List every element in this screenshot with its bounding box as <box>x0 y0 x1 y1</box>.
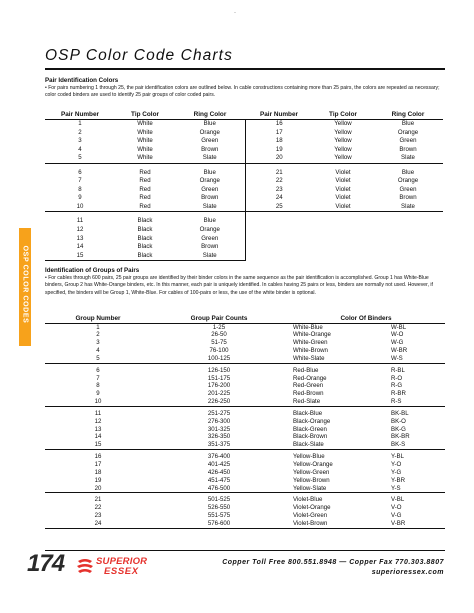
pair-section-heading: Pair Identification Colors <box>45 77 119 84</box>
group-cell: 5 <box>45 355 151 363</box>
group-cell: V-BR <box>387 520 445 528</box>
group-row <box>45 367 445 375</box>
pair-row <box>45 177 443 186</box>
pair-cell: 8 <box>78 185 82 193</box>
pair-cell <box>313 226 373 235</box>
pair-row <box>45 146 443 155</box>
pair-table-header <box>45 110 443 120</box>
group-cell: Yellow-Orange <box>293 461 333 468</box>
side-tab <box>19 228 31 346</box>
group-col-header: Group Number <box>45 314 151 323</box>
pair-cell: Violet <box>335 177 351 185</box>
pair-section-note: • For pairs numbering 1 through 25, the pair identification colors are outlined below. In cable constructions containing more than 25 pairs, the colors are repeated as necessary; color coded binders are used to identify 25 pair groups of color coded pairs. <box>45 85 440 99</box>
group-row <box>45 339 445 347</box>
group-row <box>45 375 445 383</box>
top-mark: - <box>234 10 236 16</box>
group-col-header: Color Of Binders <box>287 314 445 323</box>
group-cell: 2 <box>96 331 100 339</box>
group-cell: Y-G <box>391 468 402 476</box>
group-cell: 26-50 <box>211 331 227 339</box>
pair-cell: 9 <box>78 194 82 202</box>
superior-essex-logo <box>76 556 166 578</box>
group-row <box>45 496 445 504</box>
pair-col-header: Pair Number <box>45 110 115 120</box>
pair-cell <box>313 243 373 252</box>
pair-cell <box>373 252 443 261</box>
pair-cell: Red <box>139 185 151 193</box>
group-section-note: • For cables through 600 pairs, 25 pair groups are identified by their binder colors in the same sequence as the pair identification is accomplished. Group 1 has White-Blue binders, Group 2 has White-Orange binders, etc. In this manner, each pair is uniquely identified. In cables having 25 pairs or less, binders are normally not used. However, if specified, the binders will be Group 1, White-Blue. For cables of 100-pairs or less, the use of the white binder is optional. <box>45 275 433 296</box>
pair-cell: 19 <box>245 146 313 155</box>
group-cell: 351-375 <box>151 441 287 449</box>
group-cell: Y-BR <box>391 476 405 484</box>
group-cell: BK-BL <box>391 409 409 417</box>
group-cell: Violet-Blue <box>293 496 323 504</box>
group-table-body <box>45 323 445 528</box>
group-cell: 13 <box>94 425 102 433</box>
pair-cell: 20 <box>245 154 313 163</box>
pair-cell <box>245 235 313 244</box>
group-table-header <box>45 314 445 323</box>
group-cell: 326-350 <box>207 433 231 441</box>
group-cell: White-Slate <box>287 355 387 363</box>
group-cell: Red-Blue <box>293 366 319 374</box>
group-cell: R-S <box>387 398 445 406</box>
pair-cell: Orange <box>199 226 220 234</box>
pair-cell <box>313 235 373 244</box>
page-title: OSP Color Code Charts <box>45 47 233 64</box>
side-tab-label: OSP COLOR CODES <box>21 245 29 324</box>
group-cell: 10 <box>45 398 151 406</box>
group-cell: Yellow-Blue <box>293 453 325 461</box>
pair-cell: Black <box>137 243 153 251</box>
pair-cell: 22 <box>245 177 313 186</box>
page-number: 174 <box>27 550 65 577</box>
group-cell: 401-425 <box>207 461 231 468</box>
group-cell: W-BR <box>391 347 408 355</box>
footer-rule <box>45 550 445 551</box>
pair-row <box>45 226 443 235</box>
group-row <box>45 426 445 434</box>
pair-cell: 23 <box>245 186 313 195</box>
group-row <box>45 477 445 485</box>
group-cell: Violet-Brown <box>287 520 387 528</box>
pair-cell: Black <box>137 234 153 242</box>
group-cell: 4 <box>96 347 100 355</box>
group-cell: 15 <box>45 441 151 449</box>
group-cell: BK-S <box>387 441 445 449</box>
pair-cell: Yellow <box>334 145 352 153</box>
pair-row <box>45 154 443 163</box>
group-cell: 12 <box>94 417 102 425</box>
pair-cell: Yellow <box>334 120 352 127</box>
group-cell: Y-BL <box>391 453 404 461</box>
pair-cell: Red <box>139 194 151 202</box>
group-cell: 21 <box>94 496 102 504</box>
group-cell: R-G <box>391 382 403 390</box>
logo-mark-icon <box>76 557 94 577</box>
pair-cell <box>245 252 313 261</box>
pair-cell: 24 <box>245 194 313 203</box>
group-cell: R-O <box>391 374 403 382</box>
group-cell: 7 <box>96 374 100 382</box>
pair-color-table <box>45 110 443 261</box>
pair-col-header: Ring Color <box>373 110 443 120</box>
pair-row <box>45 120 443 129</box>
group-cell: 201-225 <box>207 390 231 398</box>
group-cell: 24 <box>45 520 151 528</box>
pair-cell: Black <box>115 252 175 261</box>
pair-cell: 17 <box>245 129 313 138</box>
group-cell: 376-400 <box>207 453 231 461</box>
group-cell: 251-275 <box>207 409 231 417</box>
pair-cell: Slate <box>175 154 245 163</box>
pair-cell: Green <box>399 185 417 193</box>
pair-cell: Green <box>201 137 219 145</box>
pair-row <box>45 235 443 244</box>
group-row <box>45 453 445 461</box>
pair-cell: Green <box>201 185 219 193</box>
pair-cell: Green <box>201 234 219 242</box>
pair-cell <box>373 235 443 244</box>
group-cell: Black-Orange <box>293 417 331 425</box>
group-cell: V-G <box>391 512 402 520</box>
group-cell: Red-Slate <box>287 398 387 406</box>
group-cell: 151-175 <box>207 374 231 382</box>
group-cell: W-O <box>391 331 404 339</box>
group-cell: White-Orange <box>293 331 331 339</box>
pair-row <box>45 252 443 261</box>
group-cell: 126-150 <box>207 366 231 374</box>
group-cell: V-BL <box>391 496 405 504</box>
pair-col-header: Tip Color <box>115 110 175 120</box>
pair-cell: 13 <box>76 234 84 242</box>
logo-text-superior: SUPERIOR <box>96 556 148 567</box>
group-cell: Red-Orange <box>293 374 327 382</box>
pair-row <box>45 243 443 252</box>
pair-cell: Red <box>139 168 151 176</box>
group-col-header: Group Pair Counts <box>151 314 287 323</box>
pair-table-body <box>45 120 443 261</box>
pair-cell: Brown <box>201 145 219 153</box>
pair-cell: Orange <box>397 128 419 136</box>
group-row <box>45 433 445 441</box>
group-cell: 3 <box>96 339 100 347</box>
group-row <box>45 461 445 469</box>
pair-cell <box>373 217 443 226</box>
pair-col-header: Tip Color <box>313 110 373 120</box>
pair-cell: 21 <box>245 169 313 178</box>
group-binder-table <box>45 314 445 529</box>
pair-cell: Blue <box>203 217 216 225</box>
group-cell: 100-125 <box>151 355 287 363</box>
logo-text-essex: ESSEX <box>104 566 139 577</box>
group-row <box>45 355 445 363</box>
group-cell: V-O <box>391 504 402 512</box>
group-cell: Red-Brown <box>293 390 324 398</box>
group-cell: White-Green <box>293 339 328 347</box>
group-cell: 6 <box>96 366 100 374</box>
pair-cell: Violet <box>313 203 373 212</box>
group-cell: 11 <box>94 409 102 417</box>
group-cell: 526-550 <box>207 504 231 512</box>
pair-cell: Slate <box>175 252 245 261</box>
group-cell: 51-75 <box>211 339 227 347</box>
group-row <box>45 390 445 398</box>
pair-cell: 1 <box>78 120 82 127</box>
group-cell: BK-O <box>391 417 406 425</box>
group-cell: Yellow-Brown <box>293 476 330 484</box>
group-cell: 426-450 <box>207 468 231 476</box>
group-cell: 1-25 <box>212 323 226 331</box>
group-cell: R-BR <box>391 390 406 398</box>
group-cell: Yellow-Slate <box>287 485 387 493</box>
group-cell: 501-525 <box>207 496 231 504</box>
pair-cell: Orange <box>199 128 220 136</box>
group-row <box>45 512 445 520</box>
pair-cell: Brown <box>399 145 417 153</box>
pair-cell: Brown <box>201 194 219 202</box>
pair-cell: White <box>137 145 153 153</box>
group-cell: Y-S <box>387 485 445 493</box>
pair-cell <box>373 243 443 252</box>
pair-cell: 15 <box>45 252 115 261</box>
group-cell: 476-500 <box>151 485 287 493</box>
pair-row <box>45 137 443 146</box>
pair-cell: Violet <box>335 168 351 176</box>
group-cell: 17 <box>94 461 102 468</box>
group-cell: 9 <box>96 390 100 398</box>
group-row <box>45 398 445 406</box>
group-cell: 19 <box>94 476 102 484</box>
pair-cell: 25 <box>245 203 313 212</box>
pair-cell: Slate <box>373 203 443 212</box>
pair-cell: Red <box>139 177 151 185</box>
group-cell: BK-BR <box>391 433 410 441</box>
group-cell: Black-Blue <box>293 409 323 417</box>
group-row <box>45 382 445 390</box>
pair-row <box>45 186 443 195</box>
group-cell: Yellow-Green <box>293 468 330 476</box>
pair-row <box>45 217 443 226</box>
group-row <box>45 331 445 339</box>
group-cell: W-BL <box>391 323 407 331</box>
group-section-heading: Identification of Groups of Pairs <box>45 267 140 274</box>
pair-cell: Yellow <box>334 137 352 145</box>
pair-cell: Brown <box>201 243 219 251</box>
pair-cell: Slate <box>373 154 443 163</box>
pair-cell: White <box>137 137 153 145</box>
group-cell: 18 <box>94 468 102 476</box>
pair-cell: 10 <box>45 203 115 212</box>
group-row <box>45 410 445 418</box>
contact-website: superioressex.com <box>371 569 444 576</box>
group-cell: W-G <box>391 339 404 347</box>
title-rule <box>45 68 445 70</box>
group-cell: 8 <box>96 382 100 390</box>
group-cell: Violet-Green <box>293 512 328 520</box>
pair-cell: 18 <box>245 137 313 146</box>
group-cell: 176-200 <box>207 382 231 390</box>
group-cell: BK-G <box>391 425 406 433</box>
pair-cell: Blue <box>203 120 216 127</box>
pair-cell: Orange <box>397 177 419 185</box>
pair-cell: Brown <box>399 194 417 202</box>
pair-cell: Violet <box>335 194 351 202</box>
pair-cell: 2 <box>78 128 82 136</box>
pair-cell: White <box>137 120 153 127</box>
pair-row <box>45 194 443 203</box>
group-cell: R-BL <box>391 366 405 374</box>
pair-cell: Yellow <box>334 128 352 136</box>
group-cell: 76-100 <box>209 347 229 355</box>
group-cell: 301-325 <box>207 425 231 433</box>
group-cell: Violet-Orange <box>293 504 331 512</box>
group-cell: 22 <box>94 504 102 512</box>
pair-cell: Slate <box>175 203 245 212</box>
pair-cell: Green <box>399 137 417 145</box>
pair-cell: Black <box>137 226 153 234</box>
contact-info <box>222 558 444 578</box>
group-cell: Black-Green <box>293 425 327 433</box>
pair-row <box>45 203 443 212</box>
pair-cell: 16 <box>245 120 313 129</box>
group-cell: White-Brown <box>293 347 328 355</box>
pair-cell: 7 <box>78 177 82 185</box>
group-cell: W-S <box>387 355 445 363</box>
pair-row <box>45 169 443 178</box>
pair-cell: 12 <box>76 226 84 234</box>
pair-cell <box>373 226 443 235</box>
group-cell: 1 <box>96 323 100 331</box>
group-cell: 16 <box>94 453 102 461</box>
group-row <box>45 323 445 331</box>
pair-cell: 14 <box>76 243 84 251</box>
pair-cell: White <box>115 154 175 163</box>
group-row <box>45 469 445 477</box>
group-cell: 276-300 <box>207 417 231 425</box>
pair-cell: 5 <box>45 154 115 163</box>
group-row <box>45 520 445 528</box>
group-row <box>45 441 445 449</box>
group-row <box>45 485 445 493</box>
pair-cell: Blue <box>203 168 216 176</box>
group-cell: Black-Slate <box>287 441 387 449</box>
pair-cell: Yellow <box>313 154 373 163</box>
pair-cell: Blue <box>401 168 415 176</box>
pair-cell: Blue <box>401 120 415 127</box>
group-cell: Y-O <box>391 461 402 468</box>
group-cell: 451-475 <box>207 476 231 484</box>
group-row <box>45 504 445 512</box>
pair-cell: Black <box>137 217 153 225</box>
group-row <box>45 418 445 426</box>
pair-cell: Orange <box>199 177 220 185</box>
group-cell: 23 <box>94 512 102 520</box>
pair-col-header: Pair Number <box>245 110 313 120</box>
pair-cell <box>245 217 313 226</box>
pair-cell: 3 <box>78 137 82 145</box>
pair-cell: White <box>137 128 153 136</box>
group-cell: 576-600 <box>151 520 287 528</box>
group-cell: White-Blue <box>293 323 323 331</box>
pair-cell <box>313 252 373 261</box>
group-cell: 14 <box>94 433 102 441</box>
pair-cell: Violet <box>335 185 351 193</box>
pair-row <box>45 129 443 138</box>
group-cell: Black-Brown <box>293 433 328 441</box>
pair-cell: 4 <box>78 145 82 153</box>
pair-cell: Red <box>115 203 175 212</box>
group-cell: Red-Green <box>293 382 324 390</box>
pair-cell <box>245 226 313 235</box>
group-cell: 551-575 <box>207 512 231 520</box>
group-cell: 226-250 <box>151 398 287 406</box>
pair-col-header: Ring Color <box>175 110 245 120</box>
pair-cell <box>245 243 313 252</box>
pair-cell <box>313 217 373 226</box>
group-cell: 20 <box>45 485 151 493</box>
pair-cell: 11 <box>76 217 84 225</box>
pair-cell: 6 <box>78 168 82 176</box>
group-row <box>45 347 445 355</box>
contact-phone-line: Copper Toll Free 800.551.8948 — Copper Fax 770.303.8807 <box>222 559 444 566</box>
